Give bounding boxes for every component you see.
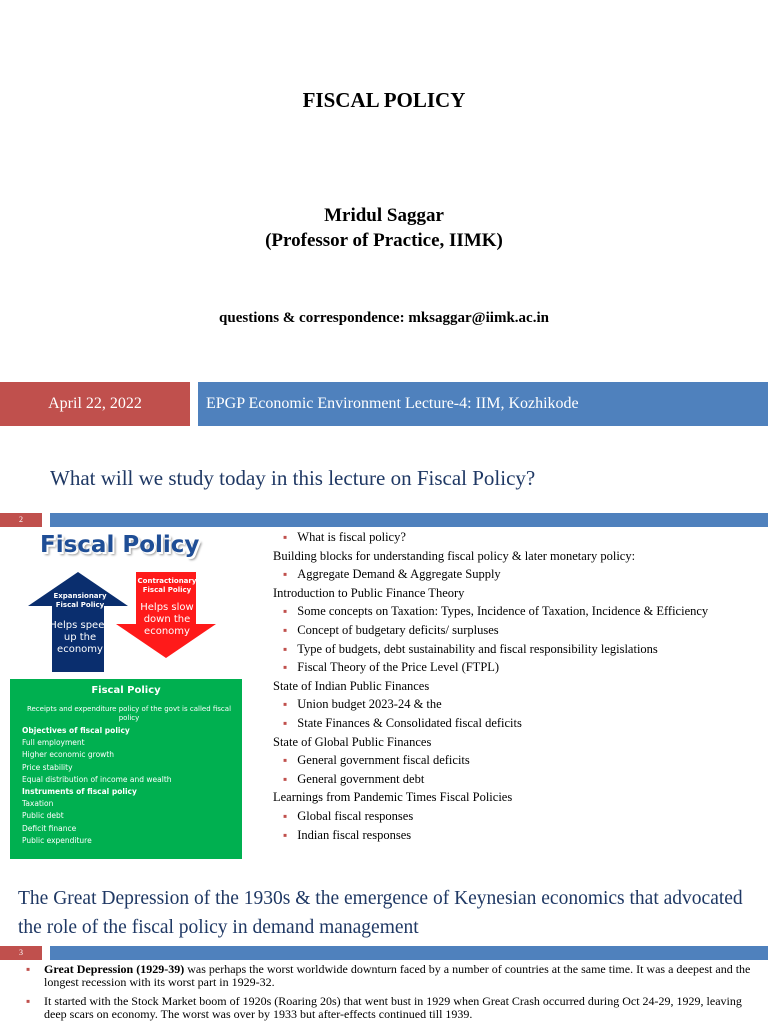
expansionary-label: Expansionary Fiscal Policy	[53, 592, 107, 609]
fiscal-policy-box-item: Taxation	[22, 799, 54, 809]
topic-bullet-item: ▪ Union budget 2023-24 & the	[273, 695, 768, 714]
expansionary-text: Helps speed up the economy	[49, 620, 111, 655]
slide3-number: 3	[0, 946, 42, 960]
fiscal-policy-box	[10, 679, 242, 859]
slide3-paragraph	[26, 963, 761, 989]
fiscal-policy-box-item: Higher economic growth	[22, 750, 114, 760]
fiscal-policy-box-subheading: Instruments of fiscal policy	[22, 787, 137, 796]
lecture-footer: EPGP Economic Environment Lecture-4: IIM, Kozhikode	[206, 395, 579, 412]
fiscal-policy-box-subheading: Objectives of fiscal policy	[22, 726, 130, 735]
slide2-topic-list	[273, 528, 768, 844]
topic-bullet-item: ▪ Type of budgets, debt sustainability and fiscal responsibility legislations	[273, 640, 768, 659]
slide3-paragraph-text: was perhaps the worst worldwide downturn faced by a number of countries at the same time. It was a deepest and the longest recession with its worst part in 1929-32.	[44, 962, 751, 989]
fiscal-policy-box-title: Fiscal Policy	[91, 685, 161, 696]
footer-bar	[198, 382, 768, 426]
slide3-paragraph-list	[26, 963, 761, 1027]
topic-bullet-item: ▪ Aggregate Demand & Aggregate Supply	[273, 565, 768, 584]
topic-bullet-item: ▪ General government debt	[273, 770, 768, 789]
topic-section-label: State of Global Public Finances	[273, 734, 432, 749]
topic-bullet-item: ▪ Some concepts on Taxation: Types, Incidence of Taxation, Incidence & Efficiency	[273, 602, 768, 621]
slide3-paragraph-text: It started with the Stock Market boom of 1920s (Roaring 20s) that went bust in 1929 when Great Crash occurred during Oct 24-29, 1929, leaving deep scars on economy. The worst was over by 1933 but after-effects continued till 1939.	[44, 994, 742, 1021]
date-bar	[0, 382, 190, 426]
topic-section-label: Introduction to Public Finance Theory	[273, 585, 465, 600]
slide1-contact: questions & correspondence: mksaggar@iimk.ac.in	[219, 310, 549, 326]
topic-section-label: Building blocks for understanding fiscal policy & later monetary policy:	[273, 548, 636, 563]
topic-section-label: State of Indian Public Finances	[273, 678, 430, 693]
fiscal-policy-box-item: Public expenditure	[22, 835, 92, 845]
fiscal-policy-logo: Fiscal Policy	[40, 532, 200, 558]
slide1-role: (Professor of Practice, IIMK)	[265, 230, 503, 251]
topic-bullet-item: ▪ Concept of budgetary deficits/ surpluses	[273, 621, 768, 640]
slide3-header-bar	[50, 946, 768, 960]
slide3-paragraph-emphasis: Great Depression (1929-39)	[44, 962, 185, 976]
slide1-author: Mridul Saggar	[324, 205, 444, 226]
topic-bullet-item: ▪ Global fiscal responses	[273, 807, 768, 826]
slide3-paragraph	[26, 995, 761, 1021]
slide2-heading: What will we study today in this lecture on Fiscal Policy?	[50, 466, 536, 490]
slide2-header-bar	[50, 513, 768, 527]
slide-date: April 22, 2022	[48, 395, 142, 412]
fiscal-policy-box-item: Equal distribution of income and wealth	[22, 774, 172, 784]
fiscal-policy-box-description: Receipts and expenditure policy of the govt is called fiscal policy	[26, 705, 232, 722]
fiscal-policy-box-item: Public debt	[22, 811, 64, 821]
fiscal-policy-box-item: Deficit finance	[22, 823, 77, 833]
slide3-heading: The Great Depression of the 1930s & the emergence of Keynesian economics that advocated the role of the fiscal policy in demand management	[18, 888, 743, 938]
contractionary-text: Helps slow down the economy	[140, 602, 194, 637]
topic-bullet-item: ▪ State Finances & Consolidated fiscal deficits	[273, 714, 768, 733]
topic-bullet-item: ▪ General government fiscal deficits	[273, 751, 768, 770]
topic-section-label: Learnings from Pandemic Times Fiscal Policies	[273, 790, 513, 805]
topic-bullet-item: ▪ What is fiscal policy?	[273, 528, 768, 547]
fiscal-policy-box-item: Full employment	[22, 738, 85, 748]
topic-bullet-item: ▪ Fiscal Theory of the Price Level (FTPL)	[273, 658, 768, 677]
slide2-number: 2	[0, 513, 42, 527]
slide1-title: FISCAL POLICY	[302, 88, 466, 112]
topic-bullet-item: ▪ Indian fiscal responses	[273, 826, 768, 845]
contractionary-label: Contractionary Fiscal Policy	[137, 577, 197, 594]
fiscal-policy-box-item: Price stability	[22, 762, 73, 772]
